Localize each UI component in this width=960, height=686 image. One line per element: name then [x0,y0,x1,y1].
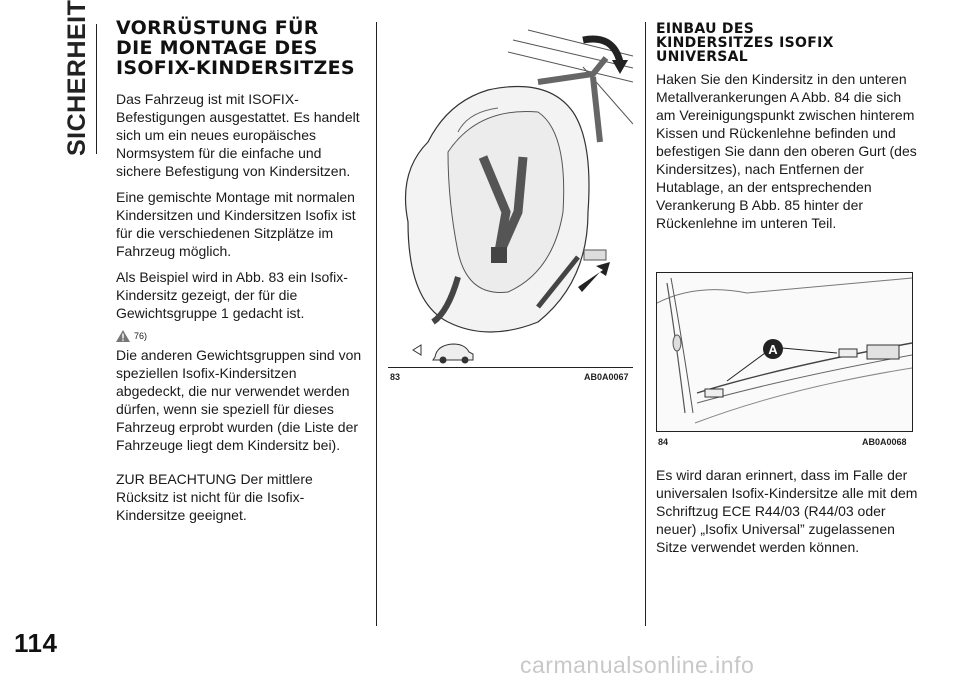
isofix-anchor-illustration [657,273,912,431]
section-label: SICHERHEIT [63,0,91,156]
warning-ref-number: 76) [134,331,148,341]
heading-line: DIE MONTAGE DES [116,37,318,59]
heading-line: KINDERSITZES ISOFIX [656,35,834,51]
figure-84 [656,272,918,454]
heading-line: ISOFIX-KINDERSITZES [116,57,355,79]
figure-83-number: 83 [390,372,401,382]
paragraph: Die anderen Gewichtsgruppen sind von speziellen Isofix-Kindersitzen abgedeckt, die nur verwendet werden dürfen, wenn sie speziell für dieses Fahrzeug erprobt wurden (die Liste der Fahrzeuge liegt dem Kindersitz bei). [116,347,362,453]
heading-line: UNIVERSAL [656,49,749,65]
column-3 [656,22,918,232]
section-divider [96,24,97,154]
section-heading-isofix [116,18,386,78]
page-number: 114 [14,628,58,658]
column-1 [116,90,364,532]
heading-line: EINBAU DES [656,21,755,37]
column-3-bottom [656,466,918,556]
paragraph: Haken Sie den Kindersitz in den unteren Metallverankerungen A Abb. 84 die sich am Vereinigungspunkt zwischen hinterem Kissen und Rückenlehne befinden und befestigen Sie dann den oberen Gurt (des Kindersitzes), nach Entfernen der Hutablage, an der entsprechenden Verankerung B Abb. 85 hinter der Rückenlehne im unteren Teil. [656,71,917,231]
figure-83-code: AB0A0067 [584,372,629,382]
figure-83 [388,22,633,390]
child-seat-illustration [388,22,633,367]
figure-84-frame [656,272,913,432]
watermark: carmanualsonline.info [520,652,755,678]
warning-icon [116,330,130,342]
note-paragraph: ZUR BEACHTUNG Der mittlere Rücksitz ist nicht für die Isofix-Kindersitze geeignet. [116,471,313,523]
paragraph: Es wird daran erinnert, dass im Falle der universalen Isofix-Kindersitze alle mit dem Schriftzug ECE R44/03 (R44/03 oder neuer) „Isofix Universal” zugelassenen Sitze verwendet werden können. [656,467,918,555]
heading-line: VORRÜSTUNG FÜR [116,17,319,39]
column-divider-2 [645,22,646,626]
paragraph: Als Beispiel wird in Abb. 83 ein Isofix-Kindersitz gezeigt, der für die Gewichtsgruppe 1 gedacht ist. [116,269,348,321]
figure-83-frame [388,22,633,368]
figure-84-code: AB0A0068 [862,437,907,447]
figure-84-number: 84 [658,437,669,447]
column-divider-1 [376,22,377,626]
callout-label: A [768,342,778,357]
warning-reference [116,330,364,342]
paragraph: Eine gemischte Montage mit normalen Kindersitzen und Kindersitzen Isofix ist für die verschiedenen Sitzplätze im Fahrzeug möglich. [116,189,356,259]
section-heading-installation [656,22,918,64]
paragraph: Das Fahrzeug ist mit ISOFIX-Befestigungen ausgestattet. Es handelt sich um ein neues europäisches Normsystem für die einfache und sichere Befestigung von Kindersitzen. [116,91,360,179]
